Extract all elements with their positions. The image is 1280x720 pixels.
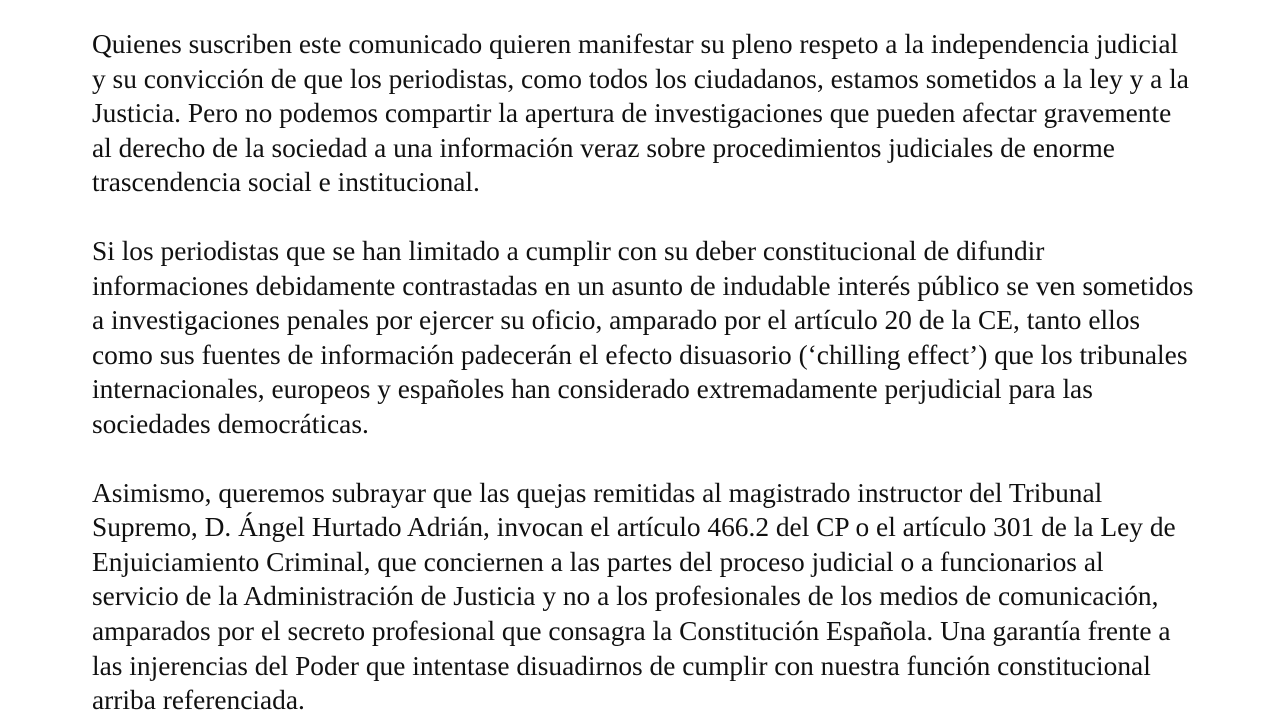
text-line: las injerencias del Poder que intentase disuadirnos de cumplir con nuestra función constitucional: [92, 650, 1151, 681]
text-line: a investigaciones penales por ejercer su oficio, amparado por el artículo 20 de la CE, tanto ellos: [92, 305, 1141, 336]
document-page: [92, 27, 1280, 720]
text-line: sociedades democráticas.: [92, 408, 369, 439]
paragraph-2: [92, 234, 1280, 442]
text-line: amparados por el secreto profesional que consagra la Constitución Española. Una garantía frente a: [92, 615, 1171, 646]
text-line: trascendencia social e institucional.: [92, 167, 480, 198]
text-line: Quienes suscriben este comunicado quieren manifestar su pleno respeto a la independencia judicial: [92, 29, 1179, 59]
text-line: informaciones debidamente contrastadas en un asunto de indudable interés público se ven sometidos: [92, 270, 1194, 301]
text-line: Asimismo, queremos subrayar que las quejas remitidas al magistrado instructor del Tribunal: [92, 477, 1103, 508]
text-line: como sus fuentes de información padecerán el efecto disuasorio (‘chilling effect’) que los tribunales: [92, 339, 1188, 370]
text-line: servicio de la Administración de Justicia y no a los profesionales de los medios de comunicación,: [92, 581, 1159, 612]
text-line: Supremo, D. Ángel Hurtado Adrián, invocan el artículo 466.2 del CP o el artículo 301 de la Ley de: [92, 512, 1176, 543]
text-line: Justicia. Pero no podemos compartir la apertura de investigaciones que pueden afectar gravemente: [92, 98, 1172, 129]
text-line: arriba referenciada.: [92, 685, 305, 716]
text-line: internacionales, europeos y españoles han considerado extremadamente perjudicial para las: [92, 374, 1093, 405]
text-line: Enjuiciamiento Criminal, que conciernen a las partes del proceso judicial o a funcionarios al: [92, 546, 1104, 577]
text-line: y su convicción de que los periodistas, como todos los ciudadanos, estamos sometidos a la ley y a la: [92, 63, 1189, 94]
paragraph-3: [92, 476, 1280, 718]
paragraph-1: [92, 27, 1280, 200]
text-line: al derecho de la sociedad a una información veraz sobre procedimientos judiciales de enorme: [92, 132, 1115, 163]
text-line: Si los periodistas que se han limitado a cumplir con su deber constitucional de difundir: [92, 235, 1045, 266]
